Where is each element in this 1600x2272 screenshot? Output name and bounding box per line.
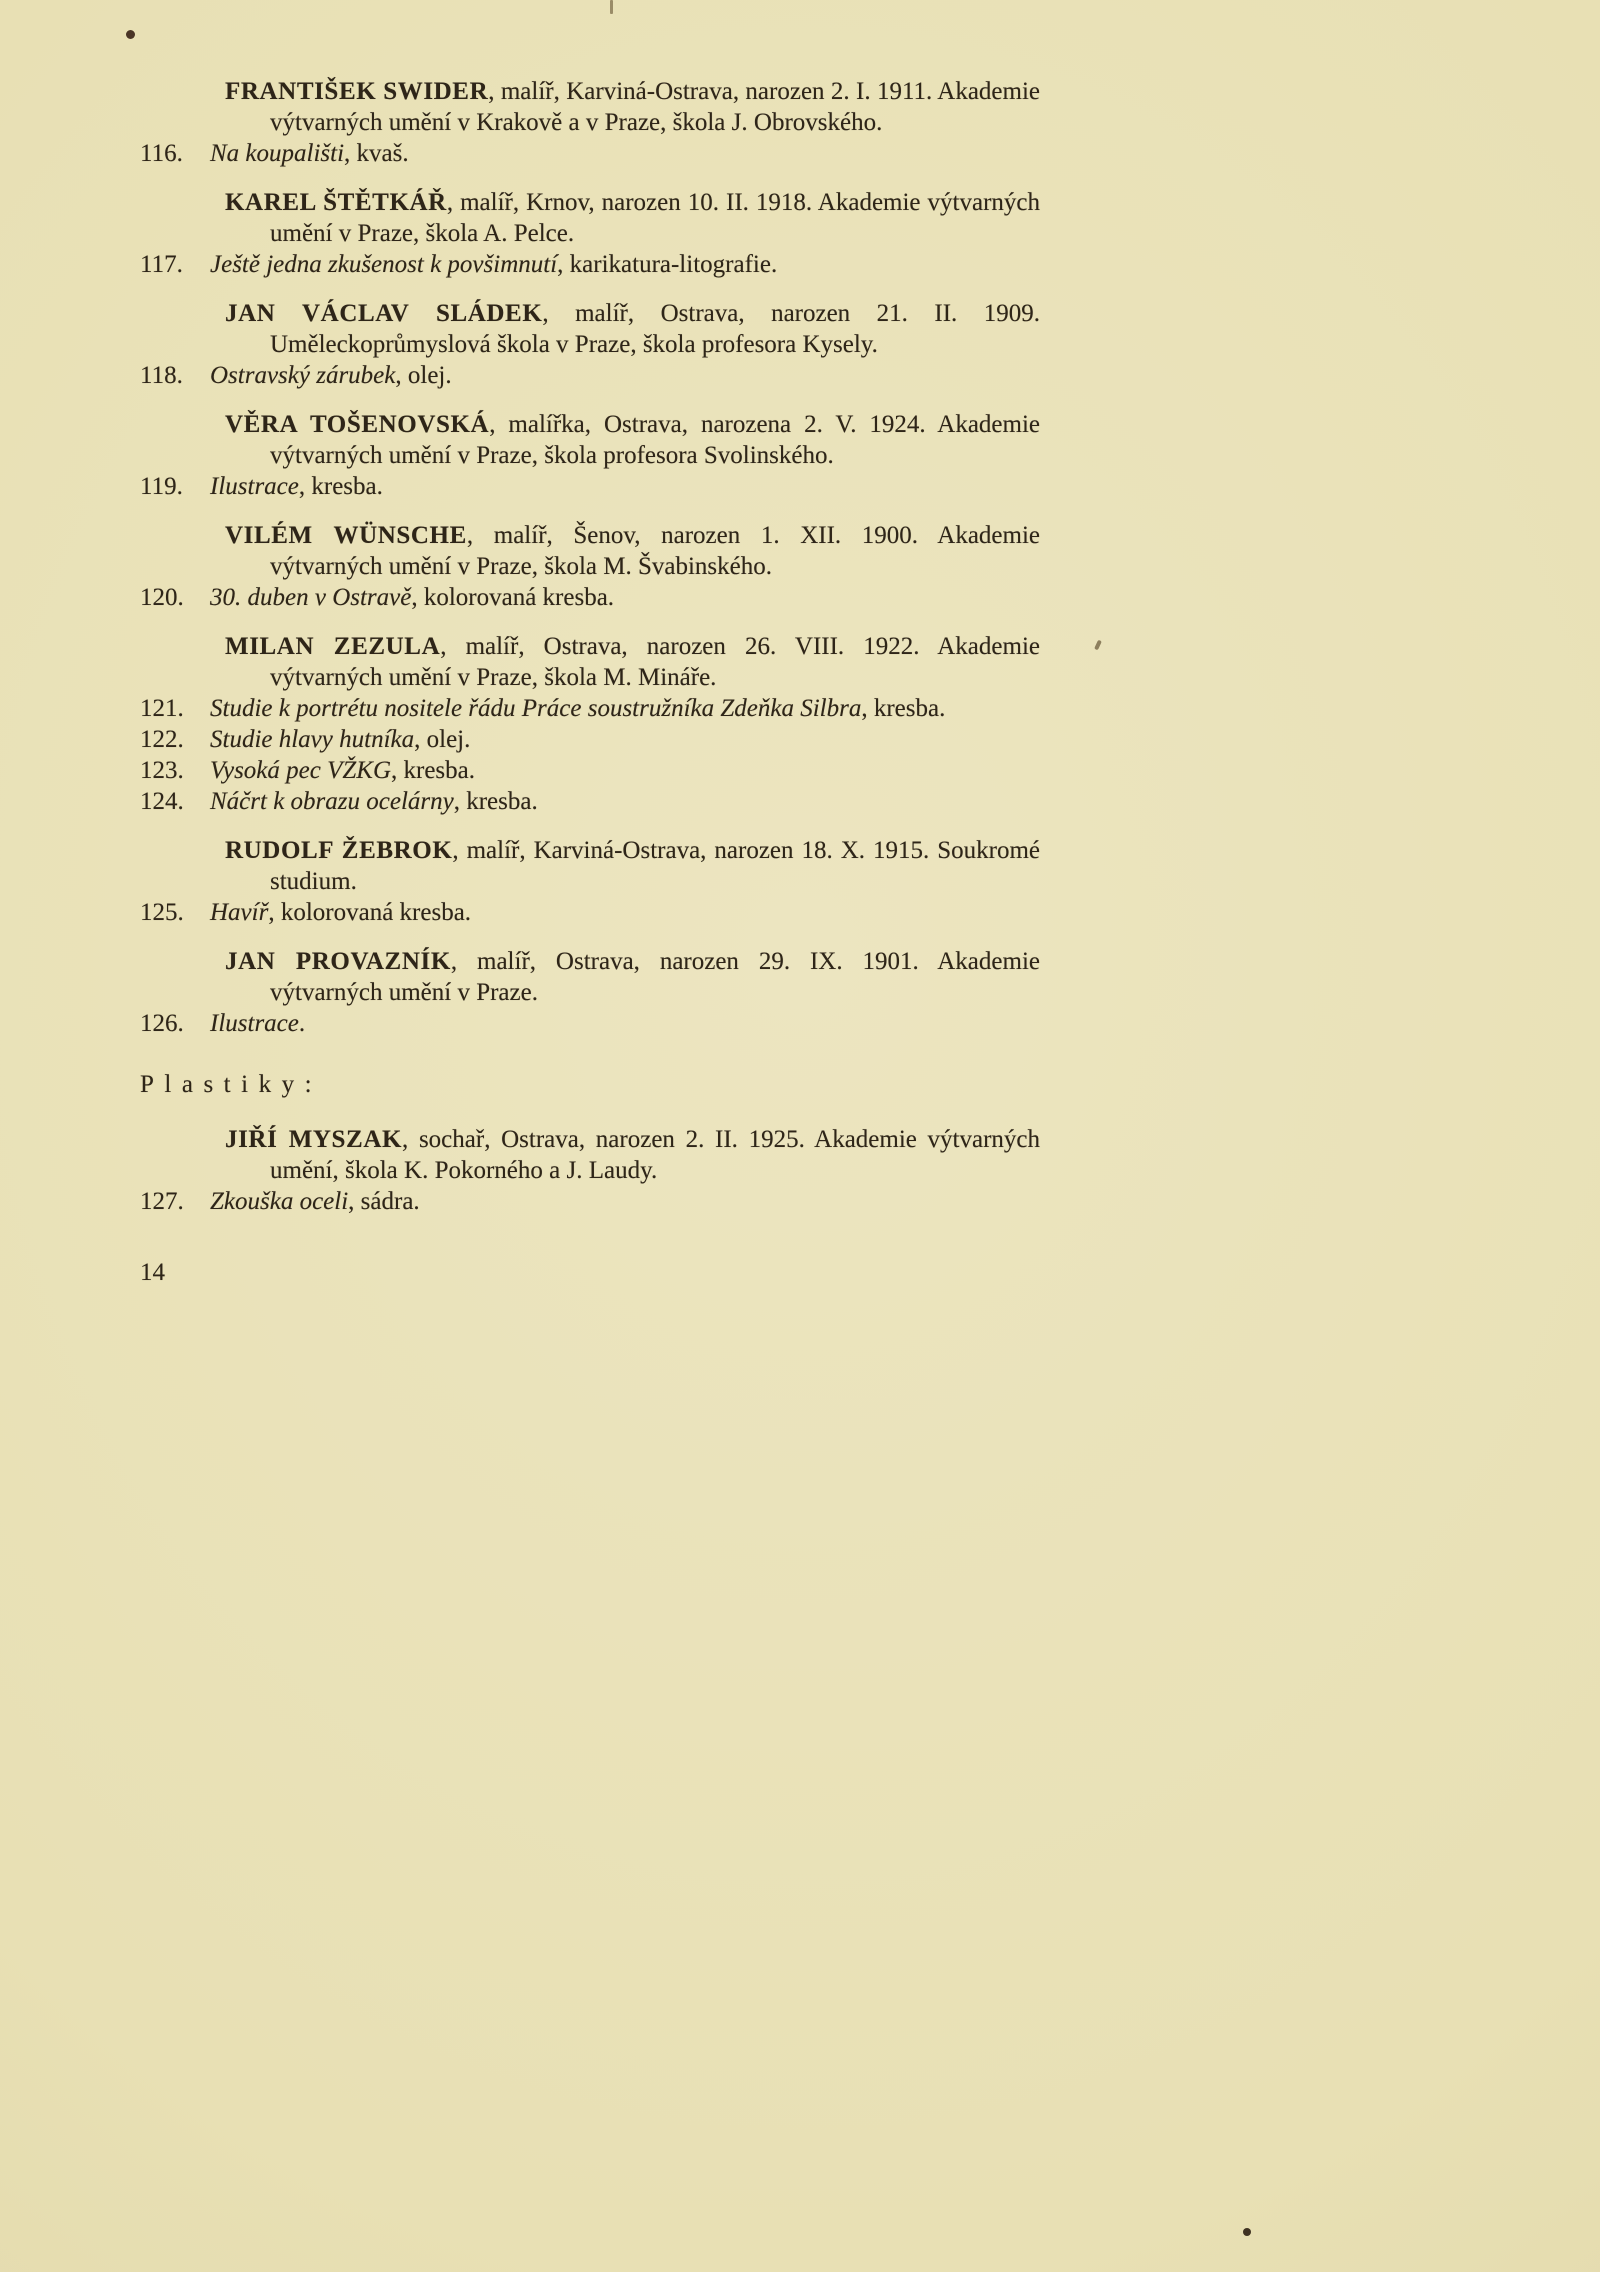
work-title: Náčrt k obrazu ocelárny — [210, 788, 454, 815]
section-heading: Plastiky: — [140, 1071, 323, 1098]
work-medium: , kolorovaná kresba. — [268, 899, 472, 926]
work-title: Studie k portrétu nositele řádu Práce soustružníka Zdeňka Silbra — [210, 695, 862, 722]
work-item — [140, 693, 1040, 724]
artist-details: , malíř, Šenov, narozen 1. XII. 1900. Akademie výtvarných umění v Praze, škola M. Švabinského. — [270, 522, 1041, 580]
work-text — [210, 788, 538, 815]
work-item — [140, 1186, 1040, 1217]
work-medium: , olej. — [414, 726, 471, 753]
artist-name: JAN PROVAZNÍK — [225, 948, 451, 975]
scan-speck — [1094, 640, 1102, 651]
work-number: 120. — [140, 584, 184, 611]
work-text — [210, 251, 777, 278]
work-number: 116. — [140, 140, 183, 167]
artist-entry — [140, 946, 1040, 1039]
work-text — [210, 362, 452, 389]
artist-paragraph — [140, 631, 1040, 693]
work-text — [210, 473, 383, 500]
work-number: 122. — [140, 726, 184, 753]
work-medium: , kresba. — [861, 695, 946, 722]
work-item — [140, 471, 1040, 502]
work-medium: , karikatura-litografie. — [557, 251, 778, 278]
artist-details: , malíř, Ostrava, narozen 26. VIII. 1922. Akademie výtvarných umění v Praze, škola M. Mináře. — [270, 633, 1040, 691]
artist-entry — [140, 520, 1040, 613]
artist-paragraph — [140, 76, 1040, 138]
work-number: 118. — [140, 362, 183, 389]
scan-speck — [1243, 2228, 1251, 2236]
artist-details: , sochař, Ostrava, narozen 2. II. 1925. Akademie výtvarných umění, škola K. Pokorného a J. Laudy. — [270, 1126, 1041, 1184]
catalog-entries — [140, 76, 1040, 1288]
work-medium: , kvaš. — [344, 140, 409, 167]
work-item — [140, 1008, 1040, 1039]
artist-name: KAREL ŠTĚTKÁŘ — [225, 189, 447, 216]
work-number: 126. — [140, 1010, 184, 1037]
artist-name: MILAN ZEZULA — [225, 633, 441, 660]
artist-paragraph — [140, 1124, 1040, 1186]
work-medium: , kresba. — [298, 473, 383, 500]
work-text — [210, 757, 475, 784]
artist-paragraph — [140, 298, 1040, 360]
work-item — [140, 724, 1040, 755]
artist-entry — [140, 409, 1040, 502]
work-title: Ještě jedna zkušenost k povšimnutí — [210, 251, 558, 278]
page-number: 14 — [140, 1259, 165, 1286]
work-item — [140, 755, 1040, 786]
work-number: 124. — [140, 788, 184, 815]
work-title: Studie hlavy hutníka — [210, 726, 415, 753]
work-medium: . — [298, 1010, 306, 1037]
work-title: Zkouška oceli — [210, 1188, 349, 1215]
work-number: 121. — [140, 695, 184, 722]
work-title: 30. duben v Ostravě — [210, 584, 412, 611]
work-medium: , sádra. — [348, 1188, 420, 1215]
work-text — [210, 1010, 305, 1037]
work-item — [140, 138, 1040, 169]
artist-paragraph — [140, 946, 1040, 1008]
artist-name: JIŘÍ MYSZAK — [225, 1126, 403, 1153]
work-number: 125. — [140, 899, 184, 926]
work-text — [210, 695, 945, 722]
work-medium: , olej. — [395, 362, 452, 389]
artist-details: , malíř, Krnov, narozen 10. II. 1918. Akademie výtvarných umění v Praze, škola A. Pelce. — [270, 189, 1040, 247]
artist-details: , malíř, Ostrava, narozen 29. IX. 1901. Akademie výtvarných umění v Praze. — [270, 948, 1040, 1006]
work-medium: , kresba. — [453, 788, 538, 815]
work-title: Ilustrace — [210, 1010, 299, 1037]
work-medium: , kresba. — [391, 757, 475, 784]
work-item — [140, 249, 1040, 280]
work-number: 123. — [140, 757, 184, 784]
work-title: Vysoká pec VŽKG — [210, 757, 391, 784]
artist-entry — [140, 1124, 1040, 1217]
work-title: Ilustrace — [210, 473, 299, 500]
artist-details: , malíř, Ostrava, narozen 21. II. 1909. Uměleckoprůmyslová škola v Praze, škola profesora Kysely. — [270, 300, 1040, 358]
work-text — [210, 140, 409, 167]
artist-entry — [140, 76, 1040, 169]
artist-paragraph — [140, 187, 1040, 249]
work-item — [140, 582, 1040, 613]
scan-speck — [126, 30, 135, 39]
artist-name: VĚRA TOŠENOVSKÁ — [225, 411, 490, 438]
work-title: Havíř — [210, 899, 269, 926]
artist-paragraph — [140, 520, 1040, 582]
work-title: Ostravský zárubek — [210, 362, 396, 389]
work-text — [210, 726, 470, 753]
artist-paragraph — [140, 409, 1040, 471]
artist-entry — [140, 631, 1040, 817]
work-text — [210, 584, 614, 611]
work-text — [210, 899, 471, 926]
artist-paragraph — [140, 835, 1040, 897]
work-item — [140, 897, 1040, 928]
artist-details: , malíř, Karviná-Ostrava, narozen 2. I. 1911. Akademie výtvarných umění v Krakově a v Praze, škola J. Obrovského. — [270, 78, 1040, 136]
work-item — [140, 360, 1040, 391]
artist-entry — [140, 187, 1040, 280]
work-text — [210, 1188, 420, 1215]
artist-entry — [140, 298, 1040, 391]
work-title: Na koupališti — [210, 140, 345, 167]
work-medium: , kolorovaná kresba. — [411, 584, 615, 611]
artist-name: JAN VÁCLAV SLÁDEK — [225, 300, 543, 327]
artist-details: , malířka, Ostrava, narozena 2. V. 1924. Akademie výtvarných umění v Praze, škola profesora Svolinského. — [270, 411, 1041, 469]
artist-name: RUDOLF ŽEBROK — [225, 837, 453, 864]
work-number: 119. — [140, 473, 183, 500]
artist-entry — [140, 835, 1040, 928]
artist-name: VILÉM WÜNSCHE — [225, 522, 467, 549]
scan-speck — [610, 0, 613, 14]
artist-name: FRANTIŠEK SWIDER — [225, 78, 489, 105]
work-number: 127. — [140, 1188, 184, 1215]
work-number: 117. — [140, 251, 183, 278]
work-item — [140, 786, 1040, 817]
artist-details: , malíř, Karviná-Ostrava, narozen 18. X. 1915. Soukromé studium. — [270, 837, 1040, 895]
